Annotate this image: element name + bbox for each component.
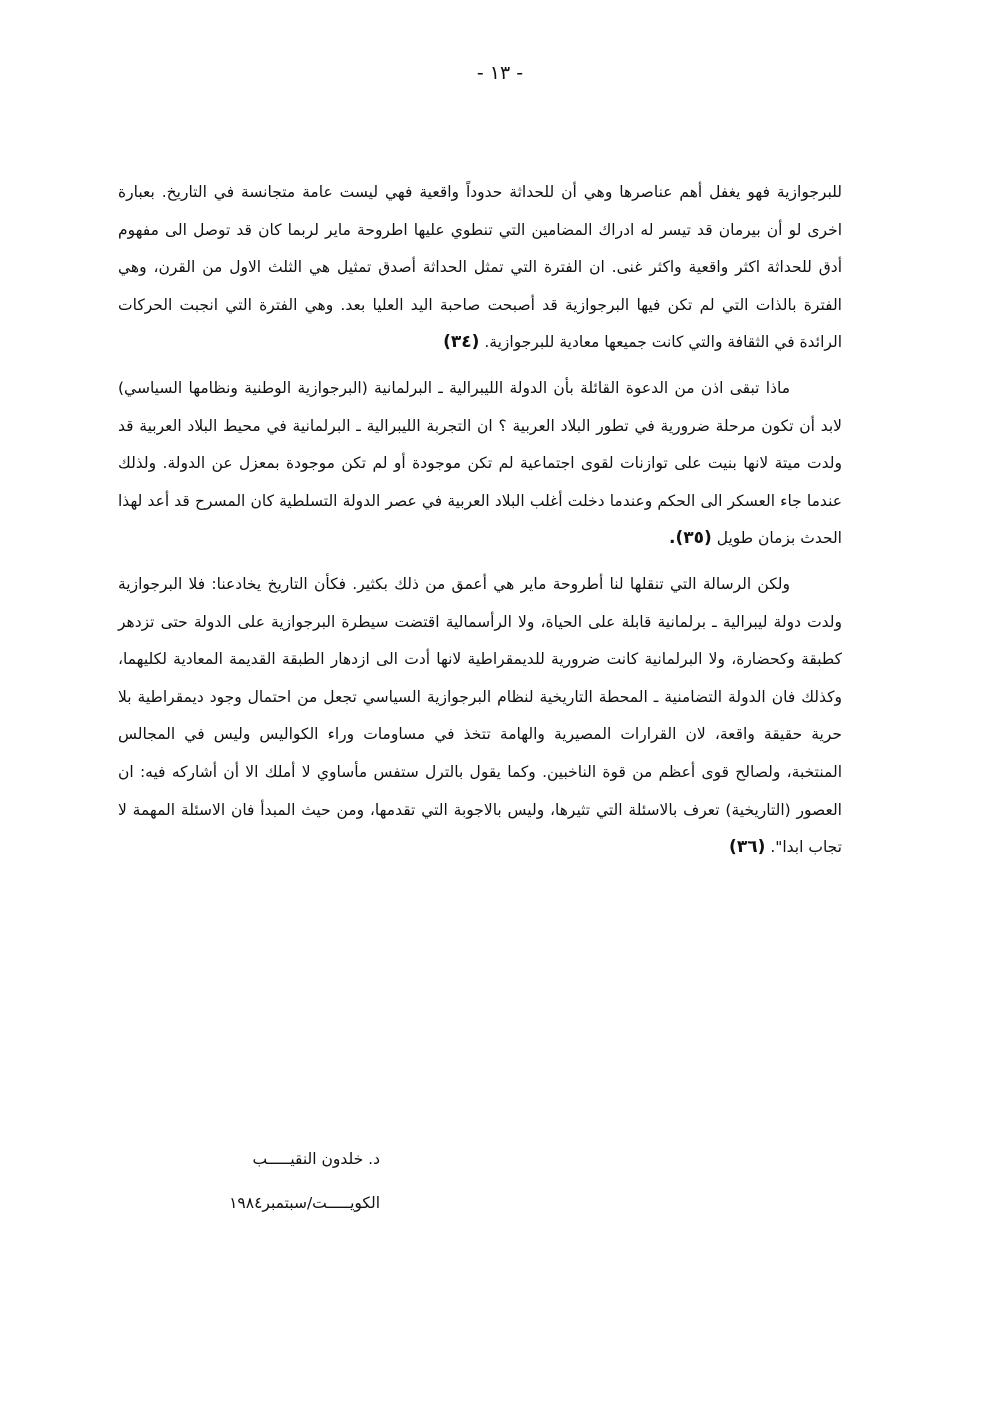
paragraph-2 [118,370,842,558]
body-text [118,174,842,875]
paragraph-3 [118,566,842,867]
paragraph-2-text: ماذا تبقى اذن من الدعوة القائلة بأن الدولة الليبرالية ـ البرلمانية (البرجوازية الوطنية ونظامها السياسي) لابد أن تكون مرحلة ضرورية في تطور البلاد العربية ؟ ان التجربة الليبرالية ـ البرلمانية في محيط البلاد العربية قد ولدت ميتة لانها بنيت على توازنات لقوى اجتماعية لم تكن موجودة أو لم تكن موجودة بمعزل عن الدولة. ولذلك عندما جاء العسكر الى الحكم وعندما دخلت أغلب البلاد العربية في عصر الدولة التسلطية كان المسرح قد أعد لهذا الحدث بزمان طويل [118,378,842,548]
author-name: د. خلدون النقيـــــب [252,1150,380,1168]
footnote-ref-34: (٣٤) [443,332,480,353]
footnote-ref-36: (٣٦) [729,837,766,858]
footnote-ref-35: (٣٥). [668,528,712,549]
place-and-date: الكويـــــت/سبتمبر١٩٨٤ [229,1194,380,1212]
paragraph-1-text: للبرجوازية فهو يغفل أهم عناصرها وهي أن للحداثة حدوداً واقعية فهي ليست عامة متجانسة في التاريخ. بعبارة اخرى لو أن بيرمان قد تيسر له ادراك المضامين التي تنطوي عليها اطروحة ماير لربما كان قد توصل الى مفهوم أدق للحداثة اكثر واقعية واكثر غنى. ان الفترة التي تمثل الحداثة أصدق تمثيل هي الثلث الاول من القرن، وهي الفترة بالذات التي لم تكن فيها البرجوازية قد أصبحت صاحبة اليد العليا بعد. وهي الفترة التي انجبت الحركات الرائدة في الثقافة والتي كانت جميعها معادية للبرجوازية. [118,183,842,352]
paragraph-1 [118,174,842,362]
page-number: - ١٣ - [476,62,524,84]
paragraph-3-text: ولكن الرسالة التي تنقلها لنا أطروحة ماير هي أعمق من ذلك بكثير. فكأن التاريخ يخادعنا: فلا البرجوازية ولدت دولة ليبرالية ـ برلمانية قابلة على الحياة، ولا الرأسمالية اقتضت سيطرة البرجوازية على الدولة حتى تزدهر كطبقة وكحضارة، ولا البرلمانية كانت ضرورية للديمقراطية لانها أدت الى ازدهار الطبقة القديمة المعادية لكليهما، وكذلك فان الدولة التضامنية ـ المحطة التاريخية لنظام البرجوازية السياسي تجعل من احتمال وجود ديمقراطية بلا حرية حقيقة واقعة، لان القرارات المصيرية والهامة تتخذ في مساومات وراء الكواليس وليس في المجالس المنتخبة، ولصالح قوى أعظم من قوة الناخبين. وكما يقول بالترل ستفس مأساوي لا أملك الا أن أشاركه فيه: ان العصور (التاريخية) تعرف بالاسئلة التي تثيرها، وليس بالاجوبة التي تقدمها، ومن حيث المبدأ فان الاسئلة المهمة لا تجاب ابدا". [118,574,842,857]
signature-block [180,1150,380,1212]
